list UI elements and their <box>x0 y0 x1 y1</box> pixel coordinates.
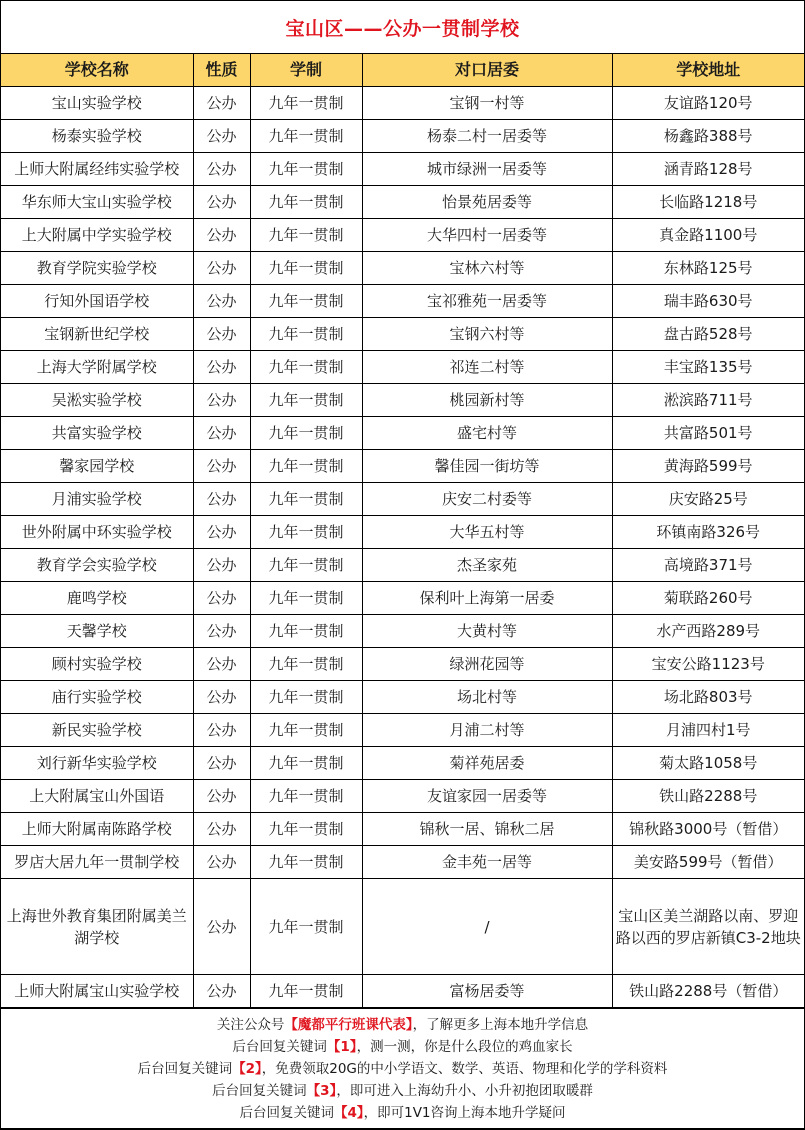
type-cell: 公办 <box>193 747 250 780</box>
footer-line <box>1 1058 804 1080</box>
community-cell: 盛宅村等 <box>362 417 612 450</box>
address-cell: 盘古路528号 <box>612 318 804 351</box>
footer-highlight: 【1】 <box>326 1039 357 1055</box>
system-cell: 九年一贯制 <box>250 747 362 780</box>
system-cell: 九年一贯制 <box>250 516 362 549</box>
school-name-cell: 教育学会实验学校 <box>1 549 193 582</box>
footer-highlight: 【魔都平行班课代表】 <box>284 1017 413 1033</box>
page-title: 宝山区——公办一贯制学校 <box>285 17 520 40</box>
system-cell: 九年一贯制 <box>250 252 362 285</box>
type-cell: 公办 <box>193 516 250 549</box>
table-row <box>1 975 804 1008</box>
system-cell: 九年一贯制 <box>250 549 362 582</box>
table-row <box>1 483 804 516</box>
address-cell: 水产西路289号 <box>612 615 804 648</box>
footer-text: ，测一测，你是什么段位的鸡血家长 <box>356 1039 573 1055</box>
community-cell: 宝钢六村等 <box>362 318 612 351</box>
footer-line <box>1 1036 804 1058</box>
address-cell: 宝山区美兰湖路以南、罗迎路以西的罗店新镇C3-2地块 <box>612 879 804 975</box>
footer-highlight: 【2】 <box>232 1061 262 1077</box>
system-cell: 九年一贯制 <box>250 219 362 252</box>
address-cell: 东林路125号 <box>612 252 804 285</box>
type-cell: 公办 <box>193 351 250 384</box>
type-cell: 公办 <box>193 186 250 219</box>
table-row <box>1 813 804 846</box>
system-cell: 九年一贯制 <box>250 780 362 813</box>
school-name-cell: 庙行实验学校 <box>1 681 193 714</box>
system-cell: 九年一贯制 <box>250 285 362 318</box>
system-cell: 九年一贯制 <box>250 318 362 351</box>
address-cell: 庆安路25号 <box>612 483 804 516</box>
address-cell: 铁山路2288号 <box>612 780 804 813</box>
table-row <box>1 318 804 351</box>
type-cell: 公办 <box>193 582 250 615</box>
address-cell: 共富路501号 <box>612 417 804 450</box>
footer-text: ，即可1V1咨询上海本地升学疑问 <box>363 1105 566 1121</box>
address-cell: 宝安公路1123号 <box>612 648 804 681</box>
system-cell: 九年一贯制 <box>250 120 362 153</box>
footer-text: 后台回复关键词 <box>137 1061 233 1077</box>
community-cell: 怡景苑居委等 <box>362 186 612 219</box>
table-row <box>1 615 804 648</box>
system-cell: 九年一贯制 <box>250 714 362 747</box>
header-row <box>1 54 804 87</box>
type-cell: 公办 <box>193 483 250 516</box>
community-cell: 庆安二村委等 <box>362 483 612 516</box>
type-cell: 公办 <box>193 846 250 879</box>
school-name-cell: 世外附属中环实验学校 <box>1 516 193 549</box>
address-cell: 锦秋路3000号（暂借） <box>612 813 804 846</box>
system-cell: 九年一贯制 <box>250 483 362 516</box>
address-cell: 菊联路260号 <box>612 582 804 615</box>
footer-text: 后台回复关键词 <box>212 1083 307 1099</box>
system-cell: 九年一贯制 <box>250 351 362 384</box>
table-body <box>1 87 804 1008</box>
table-row <box>1 747 804 780</box>
community-cell: 城市绿洲一居委等 <box>362 153 612 186</box>
type-cell: 公办 <box>193 219 250 252</box>
school-name-cell: 罗店大居九年一贯制学校 <box>1 846 193 879</box>
address-cell: 菊太路1058号 <box>612 747 804 780</box>
footer-text: ，免费领取20G的中小学语文、数学、英语、物理和化学的学科资料 <box>261 1061 668 1077</box>
footer-text: 后台回复关键词 <box>232 1039 327 1055</box>
system-cell: 九年一贯制 <box>250 87 362 120</box>
community-cell: 宝祁雅苑一居委等 <box>362 285 612 318</box>
type-cell: 公办 <box>193 549 250 582</box>
school-name-cell: 鹿鸣学校 <box>1 582 193 615</box>
type-cell: 公办 <box>193 318 250 351</box>
community-cell: 月浦二村等 <box>362 714 612 747</box>
school-name-cell: 行知外国语学校 <box>1 285 193 318</box>
type-cell: 公办 <box>193 648 250 681</box>
school-name-cell: 共富实验学校 <box>1 417 193 450</box>
community-cell: 桃园新村等 <box>362 384 612 417</box>
type-cell: 公办 <box>193 384 250 417</box>
community-cell: 宝林六村等 <box>362 252 612 285</box>
community-cell: 场北村等 <box>362 681 612 714</box>
table-row <box>1 87 804 120</box>
school-name-cell: 华东师大宝山实验学校 <box>1 186 193 219</box>
school-name-cell: 顾村实验学校 <box>1 648 193 681</box>
table-row <box>1 351 804 384</box>
community-cell: 绿洲花园等 <box>362 648 612 681</box>
address-cell: 真金路1100号 <box>612 219 804 252</box>
address-cell: 长临路1218号 <box>612 186 804 219</box>
header-system: 学制 <box>250 54 362 87</box>
system-cell: 九年一贯制 <box>250 582 362 615</box>
address-cell: 美安路599号（暂借） <box>612 846 804 879</box>
address-cell: 涵青路128号 <box>612 153 804 186</box>
footer-text: 后台回复关键词 <box>239 1105 334 1121</box>
school-name-cell: 上师大附属宝山实验学校 <box>1 975 193 1008</box>
footer-text: ，即可进入上海幼升小、小升初抱团取暖群 <box>336 1083 593 1099</box>
address-cell: 丰宝路135号 <box>612 351 804 384</box>
footer-text: ，了解更多上海本地升学信息 <box>412 1017 589 1033</box>
school-name-cell: 上海世外教育集团附属美兰湖学校 <box>1 879 193 975</box>
school-name-cell: 吴淞实验学校 <box>1 384 193 417</box>
table-row <box>1 714 804 747</box>
footer-line <box>1 1080 804 1102</box>
type-cell: 公办 <box>193 450 250 483</box>
community-cell: 杰圣家苑 <box>362 549 612 582</box>
table-row <box>1 516 804 549</box>
table-row <box>1 549 804 582</box>
table-row <box>1 846 804 879</box>
system-cell: 九年一贯制 <box>250 450 362 483</box>
school-name-cell: 新民实验学校 <box>1 714 193 747</box>
system-cell: 九年一贯制 <box>250 975 362 1008</box>
system-cell: 九年一贯制 <box>250 648 362 681</box>
type-cell: 公办 <box>193 252 250 285</box>
type-cell: 公办 <box>193 153 250 186</box>
type-cell: 公办 <box>193 681 250 714</box>
school-name-cell: 馨家园学校 <box>1 450 193 483</box>
address-cell: 黄海路599号 <box>612 450 804 483</box>
school-name-cell: 上大附属宝山外国语 <box>1 780 193 813</box>
community-cell: 大华五村等 <box>362 516 612 549</box>
address-cell: 瑞丰路630号 <box>612 285 804 318</box>
community-cell: 锦秋一居、锦秋二居 <box>362 813 612 846</box>
address-cell: 铁山路2288号（暂借） <box>612 975 804 1008</box>
footer-line <box>1 1014 804 1036</box>
community-cell: 大华四村一居委等 <box>362 219 612 252</box>
system-cell: 九年一贯制 <box>250 384 362 417</box>
school-name-cell: 上师大附属经纬实验学校 <box>1 153 193 186</box>
community-cell: 菊祥苑居委 <box>362 747 612 780</box>
table-row <box>1 252 804 285</box>
table-row <box>1 186 804 219</box>
table-row <box>1 417 804 450</box>
table-row <box>1 879 804 975</box>
type-cell: 公办 <box>193 813 250 846</box>
type-cell: 公办 <box>193 285 250 318</box>
table-row <box>1 384 804 417</box>
system-cell: 九年一贯制 <box>250 417 362 450</box>
address-cell: 友谊路120号 <box>612 87 804 120</box>
school-name-cell: 天馨学校 <box>1 615 193 648</box>
address-cell: 高境路371号 <box>612 549 804 582</box>
address-cell: 杨鑫路388号 <box>612 120 804 153</box>
community-cell: 馨佳园一街坊等 <box>362 450 612 483</box>
system-cell: 九年一贯制 <box>250 186 362 219</box>
type-cell: 公办 <box>193 417 250 450</box>
header-type: 性质 <box>193 54 250 87</box>
type-cell: 公办 <box>193 975 250 1008</box>
type-cell: 公办 <box>193 714 250 747</box>
address-cell: 场北路803号 <box>612 681 804 714</box>
table-row <box>1 285 804 318</box>
header-school-name: 学校名称 <box>1 54 193 87</box>
table-row <box>1 450 804 483</box>
system-cell: 九年一贯制 <box>250 879 362 975</box>
type-cell: 公办 <box>193 879 250 975</box>
system-cell: 九年一贯制 <box>250 813 362 846</box>
table-row <box>1 582 804 615</box>
type-cell: 公办 <box>193 120 250 153</box>
community-cell: 宝钢一村等 <box>362 87 612 120</box>
community-cell: 金丰苑一居等 <box>362 846 612 879</box>
school-name-cell: 教育学院实验学校 <box>1 252 193 285</box>
system-cell: 九年一贯制 <box>250 681 362 714</box>
system-cell: 九年一贯制 <box>250 615 362 648</box>
school-name-cell: 上大附属中学实验学校 <box>1 219 193 252</box>
school-name-cell: 宝山实验学校 <box>1 87 193 120</box>
header-community: 对口居委 <box>362 54 612 87</box>
community-cell: 祁连二村等 <box>362 351 612 384</box>
table-row <box>1 681 804 714</box>
table-row <box>1 120 804 153</box>
address-cell: 月浦四村1号 <box>612 714 804 747</box>
address-cell: 淞滨路711号 <box>612 384 804 417</box>
footer-highlight: 【4】 <box>333 1105 364 1121</box>
footer-highlight: 【3】 <box>306 1083 337 1099</box>
school-name-cell: 杨泰实验学校 <box>1 120 193 153</box>
system-cell: 九年一贯制 <box>250 846 362 879</box>
community-cell: 富杨居委等 <box>362 975 612 1008</box>
school-name-cell: 上师大附属南陈路学校 <box>1 813 193 846</box>
header-address: 学校地址 <box>612 54 804 87</box>
table-row <box>1 219 804 252</box>
footer-notes <box>1 1008 804 1128</box>
system-cell: 九年一贯制 <box>250 153 362 186</box>
community-cell: 保利叶上海第一居委 <box>362 582 612 615</box>
school-name-cell: 月浦实验学校 <box>1 483 193 516</box>
footer-text: 关注公众号 <box>216 1017 285 1033</box>
title-row <box>1 1 804 54</box>
school-name-cell: 上海大学附属学校 <box>1 351 193 384</box>
type-cell: 公办 <box>193 87 250 120</box>
school-name-cell: 刘行新华实验学校 <box>1 747 193 780</box>
community-cell: 友谊家园一居委等 <box>362 780 612 813</box>
table-row <box>1 780 804 813</box>
community-cell: 杨泰二村一居委等 <box>362 120 612 153</box>
community-cell: 大黄村等 <box>362 615 612 648</box>
school-name-cell: 宝钢新世纪学校 <box>1 318 193 351</box>
table-row <box>1 648 804 681</box>
school-table <box>1 54 804 1008</box>
type-cell: 公办 <box>193 780 250 813</box>
type-cell: 公办 <box>193 615 250 648</box>
footer-line <box>1 1102 804 1124</box>
community-cell: / <box>362 879 612 975</box>
table-row <box>1 153 804 186</box>
address-cell: 环镇南路326号 <box>612 516 804 549</box>
